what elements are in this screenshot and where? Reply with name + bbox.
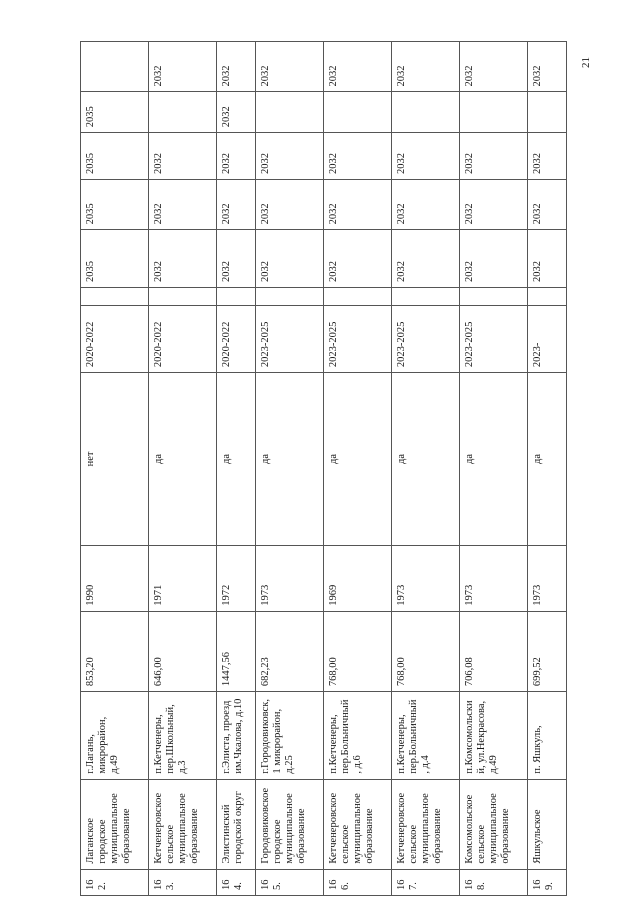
area-cell: 646,00: [148, 611, 216, 691]
year-col-6-cell: 2032: [148, 42, 216, 92]
year-col-3-cell: 2032: [256, 180, 324, 230]
table-row: [527, 42, 566, 896]
table-row: [391, 42, 459, 896]
year-built-cell: 1973: [459, 545, 527, 611]
flag-cell: да: [391, 373, 459, 546]
page-number: 21: [580, 57, 592, 68]
year-col-1-cell: [459, 287, 527, 305]
table-row: [256, 42, 324, 896]
area-cell: 699,52: [527, 611, 566, 691]
year-col-5-cell: [459, 92, 527, 133]
table-row: [81, 42, 149, 896]
area-cell: 768,00: [391, 611, 459, 691]
year-col-5-cell: 2032: [216, 92, 255, 133]
row-number: 164.: [216, 869, 255, 895]
address-cell: п.Комсомольский, ул.Некрасова, д.49: [459, 692, 527, 780]
area-cell: 706,08: [459, 611, 527, 691]
table-row: [216, 42, 255, 896]
year-col-3-cell: 2032: [216, 180, 255, 230]
year-built-cell: 1973: [391, 545, 459, 611]
year-col-6-cell: 2032: [527, 42, 566, 92]
year-col-3-cell: 2032: [527, 180, 566, 230]
year-col-3-cell: 2032: [148, 180, 216, 230]
address-cell: п. Яшкуль,: [527, 692, 566, 780]
row-number: 169.: [527, 869, 566, 895]
year-col-5-cell: [527, 92, 566, 133]
year-col-5-cell: [256, 92, 324, 133]
year-col-2-cell: 2032: [459, 230, 527, 288]
municipality-cell: Комсомольское сельское муниципальное образование: [459, 779, 527, 869]
period-cell: 2020-2022: [216, 305, 255, 372]
year-col-1-cell: [391, 287, 459, 305]
address-cell: г.Лагань, микрорайон, д.49: [81, 692, 149, 780]
year-col-4-cell: 2032: [148, 133, 216, 180]
year-col-1-cell: [81, 287, 149, 305]
year-col-6-cell: 2032: [256, 42, 324, 92]
year-col-6-cell: 2032: [323, 42, 391, 92]
year-col-4-cell: 2035: [81, 133, 149, 180]
year-col-1-cell: [216, 287, 255, 305]
year-built-cell: 1973: [256, 545, 324, 611]
municipality-cell: Элистинский городской округ: [216, 779, 255, 869]
municipality-cell: Кетченеровское сельское муниципальное образование: [148, 779, 216, 869]
period-cell: 2023-2025: [323, 305, 391, 372]
year-col-4-cell: 2032: [323, 133, 391, 180]
address-cell: п.Кетченеры, пер.Больничный, д.4: [391, 692, 459, 780]
address-cell: г.Городовиковск, 1 микрорайон, д.25: [256, 692, 324, 780]
period-cell: 2023-2025: [256, 305, 324, 372]
address-cell: г.Элиста, проезд им.Чкалова, д.10: [216, 692, 255, 780]
year-col-2-cell: 2032: [391, 230, 459, 288]
year-built-cell: 1972: [216, 545, 255, 611]
year-built-cell: 1969: [323, 545, 391, 611]
period-cell: 2020-2022: [148, 305, 216, 372]
address-cell: п.Кетченеры, пер.Школьный, д.3: [148, 692, 216, 780]
municipality-cell: Кетченеровское сельское муниципальное образование: [323, 779, 391, 869]
year-col-6-cell: [81, 42, 149, 92]
flag-cell: да: [323, 373, 391, 546]
row-number: 167.: [391, 869, 459, 895]
year-col-3-cell: 2032: [459, 180, 527, 230]
year-col-6-cell: 2032: [391, 42, 459, 92]
year-col-4-cell: 2032: [256, 133, 324, 180]
year-col-2-cell: 2032: [323, 230, 391, 288]
flag-cell: нет: [81, 373, 149, 546]
flag-cell: да: [527, 373, 566, 546]
year-col-3-cell: 2032: [323, 180, 391, 230]
area-cell: 682,23: [256, 611, 324, 691]
year-col-3-cell: 2035: [81, 180, 149, 230]
year-col-4-cell: 2032: [527, 133, 566, 180]
period-cell: 2023-2025: [391, 305, 459, 372]
year-col-4-cell: 2032: [459, 133, 527, 180]
period-cell: 2020-2022: [81, 305, 149, 372]
period-cell: 2023-: [527, 305, 566, 372]
year-col-6-cell: 2032: [459, 42, 527, 92]
year-col-5-cell: [148, 92, 216, 133]
year-col-2-cell: 2032: [148, 230, 216, 288]
year-built-cell: 1971: [148, 545, 216, 611]
row-number: 166.: [323, 869, 391, 895]
year-col-5-cell: 2035: [81, 92, 149, 133]
year-col-6-cell: 2032: [216, 42, 255, 92]
year-col-1-cell: [323, 287, 391, 305]
year-col-5-cell: [323, 92, 391, 133]
housing-register-table: [80, 41, 567, 896]
year-col-2-cell: 2032: [527, 230, 566, 288]
area-cell: 853,20: [81, 611, 149, 691]
year-col-2-cell: 2032: [256, 230, 324, 288]
table-row: [323, 42, 391, 896]
year-col-2-cell: 2035: [81, 230, 149, 288]
year-built-cell: 1990: [81, 545, 149, 611]
area-cell: 1447,56: [216, 611, 255, 691]
row-number: 162.: [81, 869, 149, 895]
year-col-1-cell: [256, 287, 324, 305]
period-cell: 2023-2025: [459, 305, 527, 372]
year-col-1-cell: [148, 287, 216, 305]
row-number: 165.: [256, 869, 324, 895]
municipality-cell: Кетченеровское сельское муниципальное образование: [391, 779, 459, 869]
flag-cell: да: [459, 373, 527, 546]
year-col-4-cell: 2032: [391, 133, 459, 180]
year-col-2-cell: 2032: [216, 230, 255, 288]
table-row: [148, 42, 216, 896]
year-col-4-cell: 2032: [216, 133, 255, 180]
rotated-table-container: [80, 41, 567, 896]
row-number: 163.: [148, 869, 216, 895]
flag-cell: да: [256, 373, 324, 546]
flag-cell: да: [148, 373, 216, 546]
year-col-3-cell: 2032: [391, 180, 459, 230]
table-row: [459, 42, 527, 896]
year-col-1-cell: [527, 287, 566, 305]
year-col-5-cell: [391, 92, 459, 133]
municipality-cell: Яшкульское: [527, 779, 566, 869]
municipality-cell: Городовиковское городское муниципальное образование: [256, 779, 324, 869]
address-cell: п.Кетченеры, пер.Больничный, д.6: [323, 692, 391, 780]
area-cell: 768,00: [323, 611, 391, 691]
municipality-cell: Лаганское городское муниципальное образование: [81, 779, 149, 869]
year-built-cell: 1973: [527, 545, 566, 611]
row-number: 168.: [459, 869, 527, 895]
flag-cell: да: [216, 373, 255, 546]
